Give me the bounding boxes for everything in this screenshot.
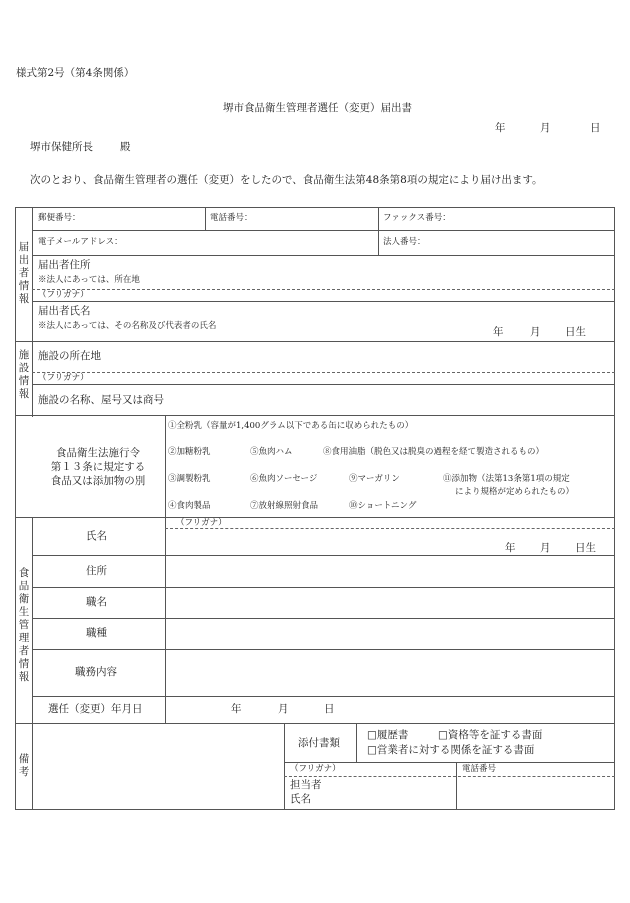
divider [32, 384, 615, 385]
section-label-remarks: 備考 [18, 753, 30, 778]
food-option-3: ③調製粉乳 [168, 474, 211, 484]
contact-person-label-1: 担当者 [290, 779, 322, 791]
attachments-label: 添付書類 [298, 737, 340, 749]
divider [32, 230, 615, 231]
divider [284, 776, 615, 777]
postal-code-label: 郵便番号： [38, 213, 81, 223]
notifier-address-note: ※法人にあっては、所在地 [38, 275, 140, 285]
divider [32, 289, 615, 290]
section-label-manager: 食品衛生管理者情報 [18, 567, 30, 683]
food-category-label-2: 第１３条に規定する [50, 461, 146, 473]
notifier-birth-month: 月 [530, 326, 541, 338]
divider [205, 207, 206, 231]
food-option-7: ⑦放射線照射食品 [250, 501, 319, 511]
date-year: 年 [495, 122, 506, 134]
attachment-qualification-checkbox[interactable]: □資格等を証する書面 [438, 729, 543, 741]
contact-phone-label: 電話番号 [462, 764, 497, 774]
corp-number-label: 法人番号： [383, 237, 426, 247]
divider [32, 517, 33, 810]
fax-label: ファックス番号： [383, 213, 451, 223]
date-day: 日 [590, 122, 601, 134]
manager-name-label: 氏名 [86, 530, 107, 542]
divider [32, 372, 615, 373]
attachment-resume-checkbox[interactable]: □履歴書 [367, 729, 409, 741]
divider [165, 415, 166, 723]
notifier-address-label: 届出者住所 [38, 259, 91, 271]
divider [284, 762, 615, 763]
notifier-name-label: 届出者氏名 [38, 305, 91, 317]
form-title: 堺市食品衛生管理者選任（変更）届出書 [223, 102, 412, 114]
food-option-9: ⑨マーガリン [349, 474, 400, 484]
manager-job-type-label: 職種 [86, 627, 107, 639]
manager-birth-month: 月 [540, 542, 551, 554]
food-option-11: ⑪添加物（法第13条第1項の規定 [443, 474, 570, 484]
notifier-birth-year: 年 [493, 326, 504, 338]
divider [165, 528, 615, 529]
food-category-label-3: 食品又は添加物の別 [50, 475, 146, 487]
appoint-year: 年 [231, 703, 242, 715]
section-label-notifier: 届出者情報 [18, 241, 30, 305]
table-border-top [15, 207, 615, 208]
food-option-1: ①全粉乳（容量が1,400グラム以下である缶に収められたもの） [168, 421, 414, 431]
facility-location-label: 施設の所在地 [38, 350, 101, 362]
manager-birth-year: 年 [505, 542, 516, 554]
appointment-date-label: 選任（変更）年月日 [48, 703, 143, 715]
divider [284, 723, 285, 810]
form-number: 様式第2号（第4条関係） [16, 67, 135, 79]
facility-furigana-label: （フリガナ） [38, 373, 89, 383]
addressee: 堺市保健所長 [30, 141, 93, 153]
manager-position-label: 職名 [86, 596, 107, 608]
divider [32, 587, 615, 588]
divider [32, 555, 615, 556]
divider [32, 649, 615, 650]
food-option-4: ④食肉製品 [168, 501, 211, 511]
food-option-10: ⑩ショートニング [349, 501, 417, 511]
divider [32, 618, 615, 619]
divider [32, 255, 615, 256]
facility-name-label: 施設の名称、屋号又は商号 [38, 394, 164, 406]
notifier-birth-day: 日生 [565, 326, 586, 338]
divider [15, 415, 615, 416]
email-label: 電子メールアドレス： [38, 237, 123, 247]
food-option-11-cont: により規格が定められたもの） [455, 487, 575, 497]
manager-birth-day: 日生 [575, 542, 596, 554]
divider [15, 341, 615, 342]
honorific: 殿 [120, 141, 131, 153]
divider [15, 517, 615, 518]
appoint-day: 日 [324, 703, 335, 715]
notifier-furigana-label: （フリガナ） [38, 290, 89, 300]
food-option-2: ②加糖粉乳 [168, 447, 211, 457]
divider [456, 762, 457, 810]
attachment-relation-checkbox[interactable]: □営業者に対する関係を証する書面 [367, 744, 535, 756]
food-option-8: ⑧食用油脂（脱色又は脱臭の過程を経て製造されるもの） [323, 447, 545, 457]
manager-furigana-label: （フリガナ） [176, 518, 227, 528]
notifier-name-note: ※法人にあっては、その名称及び代表者の氏名 [38, 321, 217, 331]
divider [32, 696, 615, 697]
divider [15, 723, 615, 724]
date-month: 月 [540, 122, 551, 134]
divider [32, 207, 33, 417]
contact-furigana-label: （フリガナ） [290, 764, 341, 774]
table-border-bottom [15, 809, 615, 810]
manager-duties-label: 職務内容 [75, 666, 117, 678]
section-label-facility: 施設情報 [18, 349, 30, 400]
phone-label: 電話番号： [210, 213, 253, 223]
manager-address-label: 住所 [86, 565, 107, 577]
divider [356, 723, 357, 763]
contact-person-label-2: 氏名 [290, 793, 311, 805]
appoint-month: 月 [278, 703, 289, 715]
food-category-label-1: 食品衛生法施行令 [56, 447, 140, 459]
intro-text: 次のとおり、食品衛生管理者の選任（変更）をしたので、食品衛生法第48条第8項の規定により届け出ます。 [30, 174, 543, 186]
divider [378, 207, 379, 255]
food-option-6: ⑥魚肉ソーセージ [250, 474, 318, 484]
food-option-5: ⑤魚肉ハム [250, 447, 293, 457]
table-border-right [614, 207, 615, 810]
divider [32, 301, 615, 302]
